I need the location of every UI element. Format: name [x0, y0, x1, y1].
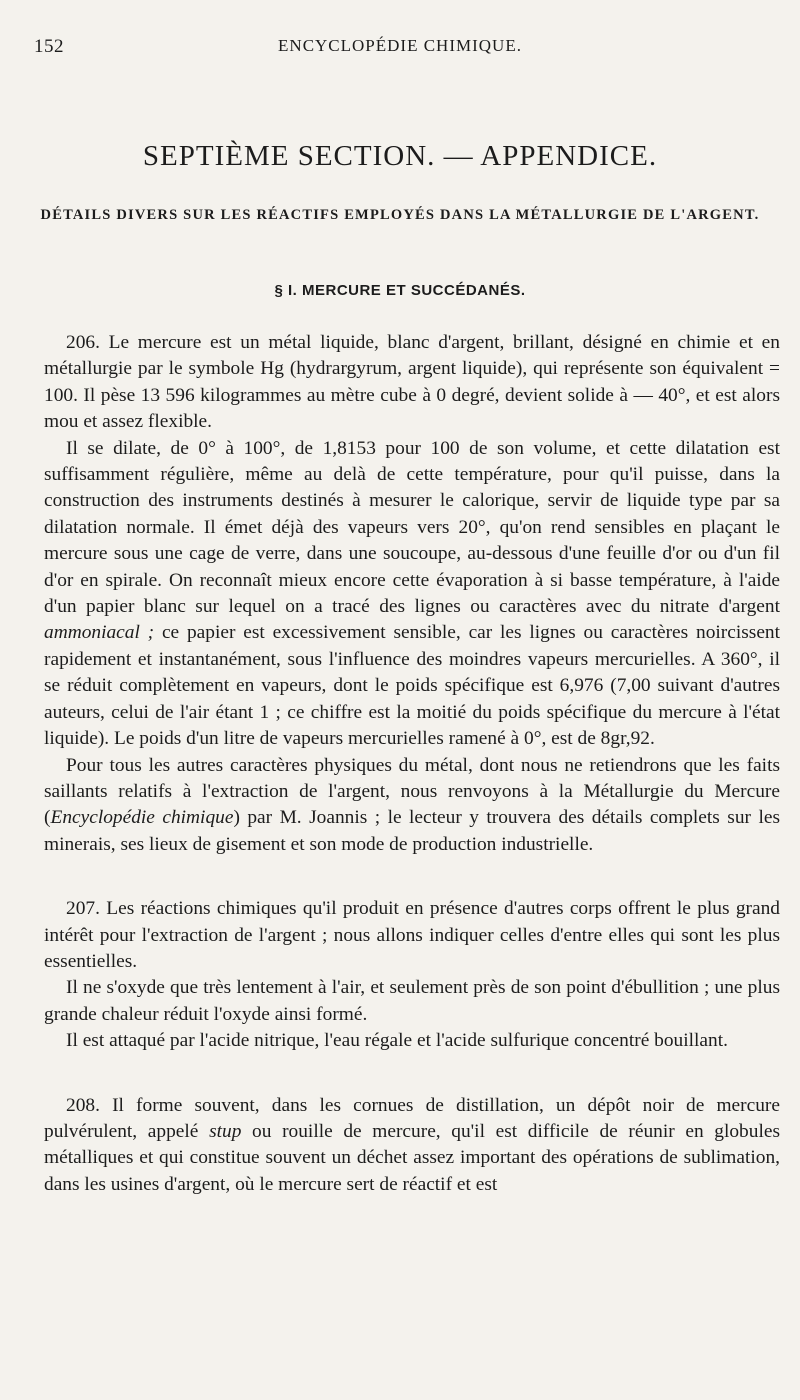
paragraph-text: ce papier est excessivement sensible, car les lignes ou caractères noircissent rapidement et instantanément, sous l'influence des moindres vapeurs mercurielles. A 360°, il se réduit complètement en vapeurs, dont le poids spécifique est 6,976 (7,00 suivant d'autres auteurs, celui de l'air étant 1 ; ce chiffre est la moitié du poids spécifique du mercure à l'état liquide). Le poids d'un litre de vapeurs mercurielles ramené à 0°, est de 8gr,92.	[44, 622, 781, 750]
paragraph-text: Il se dilate, de 0° à 100°, de 1,8153 pour 100 de son volume, et cette dilatation est suffisamment régulière, même au delà de cette température, pour qu'il puisse, dans la construction des instruments destinés à mesurer le calorique, servir de liquide type par sa dilatation normale. Il émet déjà des vapeurs vers 20°, qu'on rend sensibles en plaçant le mercure sous une cage de verre, dans une soucoupe, au-dessous d'une feuille d'or ou d'un fil d'or en spirale. On reconnaît mieux encore cette évaporation à si basse température, à l'aide d'un papier blanc sur lequel on a tracé des lignes ou caractères avec du nitrate d'argent	[44, 437, 780, 618]
section-title: SEPTIÈME SECTION. — APPENDICE.	[142, 140, 658, 172]
paragraph-206	[44, 330, 780, 436]
paragraph-text: Le mercure est un métal liquide, blanc d'argent, brillant, désigné en chimie et en métallurgie par le symbole Hg (hydrargyrum, argent liquide), qui représente son équivalent = 100. Il pèse 13 596 kilogrammes au mètre cube à 0 degré, devient solide à — 40°, et est alors mou et assez flexible.	[44, 332, 780, 433]
italic-title: Encyclopédie chimique	[50, 807, 234, 829]
paragraph-206-reference	[44, 753, 780, 859]
paragraph-text: ) par M. Joannis ; le lecteur y trouvera des détails complets sur les minerais, ses lieux de gisement et son mode de production industrielle.	[44, 807, 780, 855]
running-head	[30, 36, 770, 60]
paragraph-text: Les réactions chimiques qu'il produit en présence d'autres corps offrent le plus grand intérêt pour l'extraction de l'argent ; nous allons indiquer celles d'entre elles qui sont les plus essentielles.	[44, 898, 780, 972]
paragraph-206-dilatation	[44, 436, 780, 753]
paragraph-207-oxydation	[44, 975, 780, 1028]
paragraph-text: ou rouille de mercure, qu'il est difficile de réunir en globules métalliques et qui constitue souvent un déchet assez important des opérations de sublimation, dans les usines d'argent, où le mercure sert de réactif et est	[44, 1120, 780, 1195]
paragraph-heading: § I. MERCURE ET SUCCÉDANÉS.	[274, 282, 526, 299]
paragraph-text: Pour tous les autres caractères physiques du métal, dont nous ne retiendrons que les faits saillants relatifs à l'extraction de l'argent, nous renvoyons à la Métallurgie du Mercure (	[44, 754, 780, 829]
italic-term: ammoniacal ;	[44, 622, 155, 644]
paragraph-207	[44, 896, 780, 975]
paragraph-number: 206.	[66, 332, 100, 353]
paragraph-number: 207.	[66, 898, 100, 920]
paragraph-207-acides	[44, 1028, 780, 1054]
paragraph-number: 208.	[66, 1094, 100, 1116]
paragraph-text: Il forme souvent, dans les cornues de distillation, un dépôt noir de mercure pulvérulent, appelé	[44, 1094, 780, 1142]
italic-term: stup	[209, 1120, 242, 1142]
paragraph-text: Il est attaqué par l'acide nitrique, l'eau régale et l'acide sulfurique concentré bouillant.	[66, 1030, 728, 1052]
body-text	[44, 330, 780, 1198]
paragraph-text: Il ne s'oxyde que très lentement à l'air, et seulement près de son point d'ébullition ; une plus grande chaleur réduit l'oxyde ainsi formé.	[44, 977, 780, 1025]
running-title: ENCYCLOPÉDIE CHIMIQUE.	[278, 36, 522, 55]
paragraph-208	[44, 1093, 780, 1199]
chapter-subtitle: DÉTAILS DIVERS SUR LES RÉACTIFS EMPLOYÉS DANS LA MÉTALLURGIE DE L'ARGENT.	[40, 207, 760, 223]
page-number: 152	[34, 36, 64, 57]
